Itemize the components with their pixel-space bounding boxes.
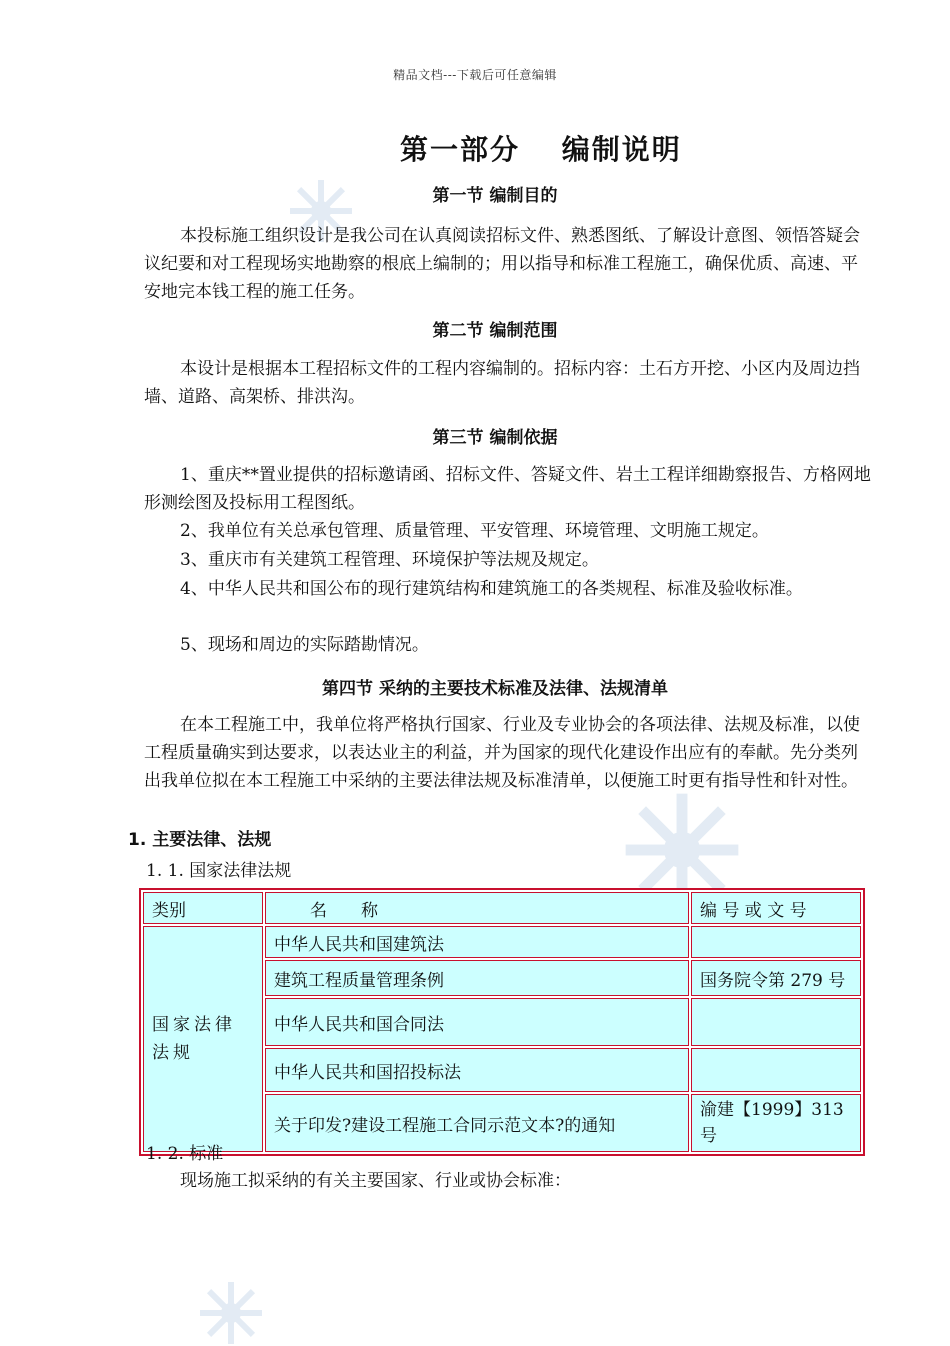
basis-item: 5、现场和周边的实际踏勘情况。: [180, 635, 429, 655]
paragraph-scope: 本设计是根据本工程招标文件的工程内容编制的。招标内容：土石方开挖、小区内及周边挡墙、道路、高架桥、排洪沟。: [144, 359, 860, 407]
basis-item: 1、重庆**置业提供的招标邀请函、招标文件、答疑文件、岩土工程详细勘察报告、方格网地形测绘图及投标用工程图纸。: [144, 465, 871, 513]
page-header: 精品文档---下载后可任意编辑: [393, 68, 557, 82]
law-number-cell: 渝建【1999】313号: [691, 1094, 861, 1152]
section-title-scope: 第二节 编制范围: [432, 321, 558, 341]
header-name: 名 称: [265, 892, 689, 924]
law-name-cell: 中华人民共和国招投标法: [265, 1048, 689, 1092]
standards-line: 现场施工拟采纳的有关主要国家、行业或协会标准：: [180, 1171, 571, 1191]
basis-item: 2、我单位有关总承包管理、质量管理、平安管理、环境管理、文明施工规定。: [180, 521, 769, 541]
category-cell: 国家法律法规: [143, 926, 263, 1152]
header-category: 类别: [143, 892, 263, 924]
table-row: [143, 926, 861, 958]
law-number-cell: 国务院令第 279 号: [691, 960, 861, 996]
law-number-cell: [691, 1048, 861, 1092]
law-name-cell: 中华人民共和国合同法: [265, 998, 689, 1046]
national-laws-heading: 1. 1. 国家法律法规: [146, 861, 292, 881]
section-title-standards: 第四节 采纳的主要技术标准及法律、法规清单: [322, 679, 668, 699]
part-title: 第一部分 编制说明: [400, 133, 682, 166]
laws-heading: 1. 主要法律、法规: [128, 830, 272, 850]
basis-item: 3、重庆市有关建筑工程管理、环境保护等法规及规定。: [180, 550, 599, 570]
law-name-cell: 中华人民共和国建筑法: [265, 926, 689, 958]
paragraph-purpose: 本投标施工组织设计是我公司在认真阅读招标文件、熟悉图纸、了解设计意图、领悟答疑会议纪要和对工程现场实地勘察的根底上编制的；用以指导和标准工程施工，确保优质、高速、平安地完本钱工程的施工任务。: [144, 226, 860, 302]
laws-table: [139, 888, 865, 1156]
paragraph-standards-intro: 在本工程施工中，我单位将严格执行国家、行业及专业协会的各项法律、法规及标准，以使工程质量确实到达要求，以表达业主的利益，并为国家的现代化建设作出应有的奉献。先分类列出我单位拟在本工程施工中采纳的主要法律法规及标准清单，以便施工时更有指导性和针对性。: [144, 715, 860, 791]
law-number-cell: [691, 926, 861, 958]
watermark-snowflake-icon: [198, 1280, 264, 1346]
law-name-cell: 建筑工程质量管理条例: [265, 960, 689, 996]
basis-item: 4、中华人民共和国公布的现行建筑结构和建筑施工的各类规程、标准及验收标准。: [180, 579, 803, 599]
table-header-row: [143, 892, 861, 924]
section-title-basis: 第三节 编制依据: [432, 428, 558, 448]
header-number: 编 号 或 文 号: [691, 892, 861, 924]
standards-heading: 1. 2. 标准: [146, 1144, 224, 1164]
law-name-cell: 关于印发?建设工程施工合同示范文本?的通知: [265, 1094, 689, 1152]
law-number-cell: [691, 998, 861, 1046]
section-title-purpose: 第一节 编制目的: [432, 186, 558, 206]
